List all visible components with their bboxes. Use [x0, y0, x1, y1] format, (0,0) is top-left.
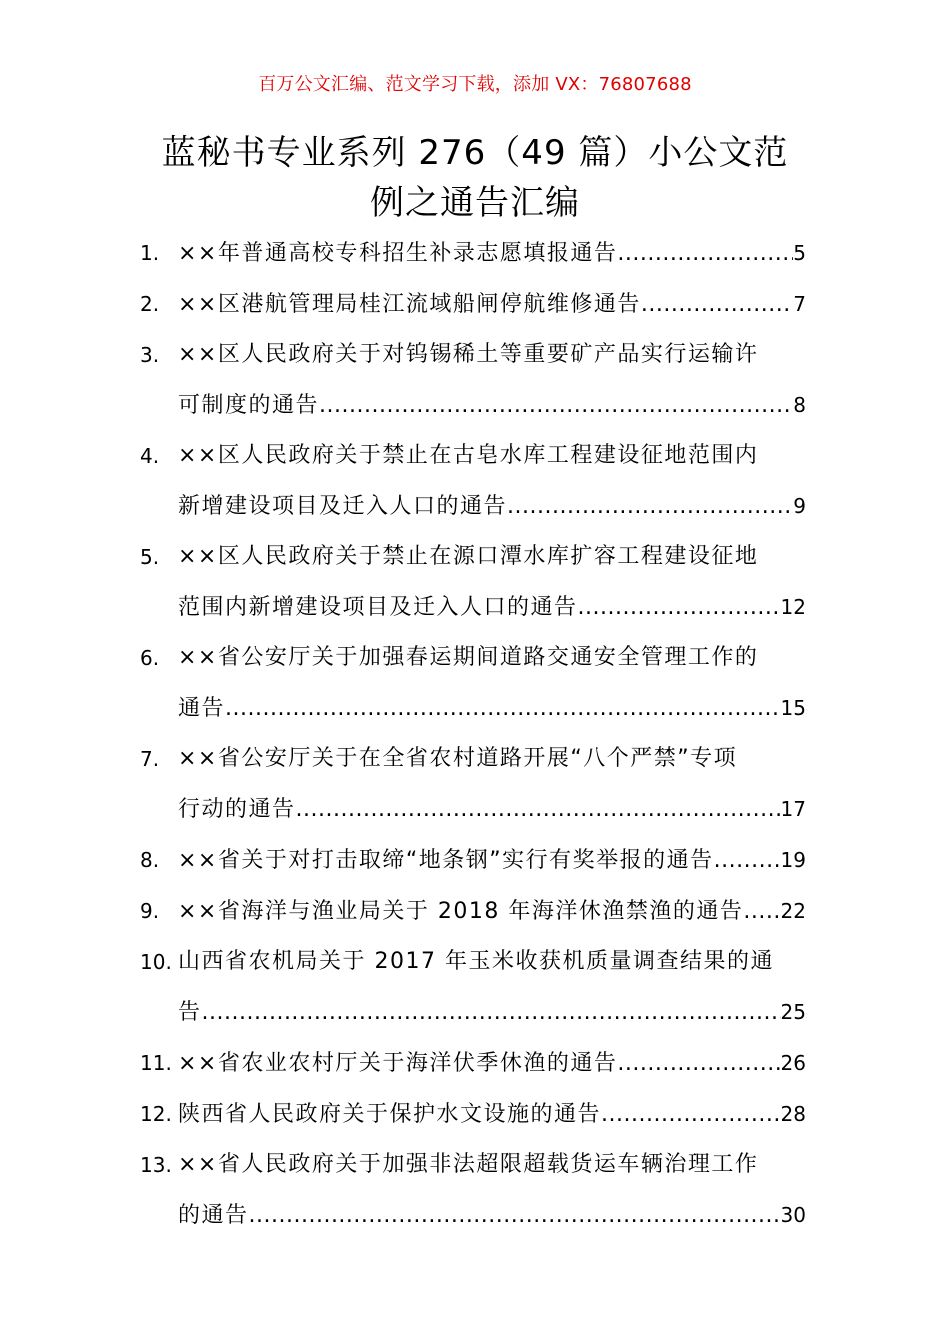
toc-dot-leader — [714, 836, 781, 886]
toc-entry-number: 4. — [140, 444, 160, 468]
toc-entry-number: 10. — [140, 950, 172, 974]
toc-page-number: 9 — [793, 494, 806, 518]
toc-page-number: 5 — [793, 241, 806, 265]
toc-entry-title-line: ××区人民政府关于禁止在源口潭水库扩容工程建设征地 — [178, 544, 759, 569]
toc-entry-number: 13. — [140, 1153, 172, 1177]
table-of-contents — [140, 228, 806, 1241]
toc-entry-title-line: ××区人民政府关于禁止在古皂水库工程建设征地范围内 — [178, 443, 759, 468]
toc-entry-body — [178, 431, 806, 532]
toc-dot-leader — [601, 1090, 781, 1140]
toc-page-number: 7 — [793, 292, 806, 316]
toc-entry-number: 5. — [140, 545, 160, 569]
toc-entry-title-line: ××省公安厅关于加强春运期间道路交通安全管理工作的 — [178, 645, 759, 670]
toc-page-number: 12 — [780, 595, 806, 619]
toc-entry[interactable] — [140, 734, 806, 835]
toc-dot-leader — [617, 1039, 780, 1089]
toc-entry-number: 3. — [140, 343, 160, 367]
toc-page-number: 28 — [780, 1102, 806, 1126]
toc-entry-title-end: 行动的通告 — [178, 797, 296, 822]
toc-entry-title-end: 范围内新增建设项目及迁入人口的通告 — [178, 595, 578, 620]
toc-entry-number: 12. — [140, 1102, 172, 1126]
toc-entry[interactable] — [140, 633, 806, 734]
toc-page-number: 19 — [780, 848, 806, 872]
toc-dot-leader — [641, 280, 793, 330]
toc-entry-title-end: ××省农业农村厅关于海洋伏季休渔的通告 — [178, 1051, 618, 1076]
toc-entry-title-line: ××区人民政府关于对钨锡稀土等重要矿产品实行运输许 — [178, 342, 759, 367]
toc-entry-title-end: 陕西省人民政府关于保护水文设施的通告 — [178, 1102, 602, 1127]
toc-entry-body — [178, 835, 806, 886]
toc-entry-title-end: 通告 — [178, 696, 226, 721]
toc-entry-body — [178, 1140, 806, 1241]
toc-entry-number: 1. — [140, 241, 160, 265]
toc-entry[interactable] — [140, 279, 806, 330]
toc-entry[interactable] — [140, 1140, 806, 1241]
toc-entry-last-line — [178, 228, 806, 279]
header-note: 百万公文汇编、范文学习下载，添加 VX：76807688 — [258, 74, 692, 95]
toc-entry-last-line — [178, 835, 806, 886]
toc-dot-leader — [225, 684, 781, 734]
toc-entry-last-line — [178, 1190, 806, 1241]
toc-entry-body — [178, 633, 806, 734]
toc-entry-body — [178, 886, 806, 937]
toc-dot-leader — [617, 229, 793, 279]
toc-page-number: 26 — [780, 1051, 806, 1075]
toc-entry-number: 7. — [140, 747, 160, 771]
toc-entry-last-line — [178, 683, 806, 734]
toc-entry-title-line: 山西省农机局关于 2017 年玉米收获机质量调查结果的通 — [178, 949, 774, 974]
toc-page-number: 22 — [780, 899, 806, 923]
toc-entry-title-end: ××省海洋与渔业局关于 2018 年海洋休渔禁渔的通告 — [178, 899, 744, 924]
toc-entry-body — [178, 734, 806, 835]
toc-page-number: 17 — [780, 797, 806, 821]
toc-entry[interactable] — [140, 1038, 806, 1089]
toc-dot-leader — [319, 381, 793, 431]
toc-entry[interactable] — [140, 937, 806, 1038]
toc-entry[interactable] — [140, 1089, 806, 1140]
toc-entry[interactable] — [140, 431, 806, 532]
toc-entry-last-line — [178, 380, 806, 431]
toc-entry-last-line — [178, 279, 806, 330]
toc-page-number: 25 — [780, 1000, 806, 1024]
toc-entry[interactable] — [140, 835, 806, 886]
toc-entry-body — [178, 532, 806, 633]
toc-dot-leader — [249, 1191, 781, 1241]
toc-entry-body — [178, 1038, 806, 1089]
toc-entry-body — [178, 937, 806, 1038]
toc-entry-last-line — [178, 582, 806, 633]
toc-page-number: 8 — [793, 393, 806, 417]
title-line-1: 蓝秘书专业系列 276（49 篇）小公文范 — [161, 133, 789, 173]
toc-dot-leader — [743, 887, 780, 937]
toc-entry-last-line — [178, 1038, 806, 1089]
toc-entry-title-line: ××省人民政府关于加强非法超限超载货运车辆治理工作 — [178, 1152, 759, 1177]
toc-entry-title-end: 新增建设项目及迁入人口的通告 — [178, 494, 508, 519]
toc-entry-body — [178, 330, 806, 431]
toc-dot-leader — [578, 583, 781, 633]
toc-entry-body — [178, 279, 806, 330]
toc-page-number: 15 — [780, 696, 806, 720]
toc-entry-last-line — [178, 784, 806, 835]
toc-entry-title-end: ××年普通高校专科招生补录志愿填报通告 — [178, 241, 618, 266]
toc-entry[interactable] — [140, 886, 806, 937]
title-line-2: 例之通告汇编 — [370, 183, 580, 223]
toc-entry-number: 6. — [140, 646, 160, 670]
toc-entry-body — [178, 1089, 806, 1140]
toc-page-number: 30 — [780, 1203, 806, 1227]
toc-entry-title-end: ××区港航管理局桂江流域船闸停航维修通告 — [178, 292, 641, 317]
toc-dot-leader — [296, 785, 781, 835]
toc-dot-leader — [507, 482, 793, 532]
toc-entry-last-line — [178, 987, 806, 1038]
toc-entry[interactable] — [140, 330, 806, 431]
toc-entry[interactable] — [140, 228, 806, 279]
toc-entry-body — [178, 228, 806, 279]
toc-entry-number: 9. — [140, 899, 160, 923]
toc-entry-last-line — [178, 481, 806, 532]
toc-entry-title-end: 的通告 — [178, 1203, 249, 1228]
toc-entry-number: 11. — [140, 1051, 172, 1075]
toc-entry-last-line — [178, 1089, 806, 1140]
document-title — [140, 128, 810, 228]
toc-entry[interactable] — [140, 532, 806, 633]
toc-entry-number: 2. — [140, 292, 160, 316]
toc-entry-last-line — [178, 886, 806, 937]
toc-entry-title-end: 可制度的通告 — [178, 393, 320, 418]
toc-entry-title-line: ××省公安厅关于在全省农村道路开展“八个严禁”专项 — [178, 746, 738, 771]
toc-dot-leader — [202, 988, 781, 1038]
toc-entry-title-end: ××省关于对打击取缔“地条钢”实行有奖举报的通告 — [178, 848, 714, 873]
toc-entry-number: 8. — [140, 848, 160, 872]
toc-entry-title-end: 告 — [178, 1000, 202, 1025]
